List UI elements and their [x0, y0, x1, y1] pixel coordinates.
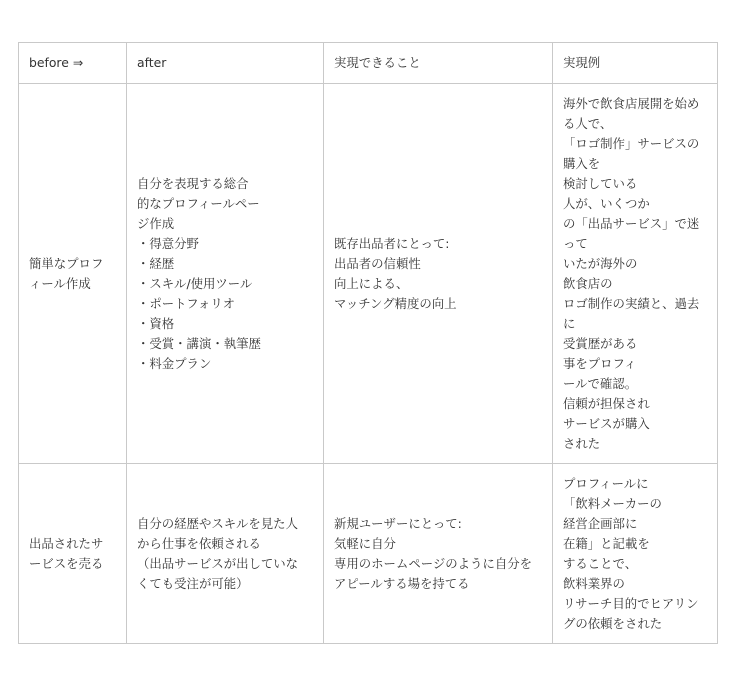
text-line: ・資格	[137, 315, 175, 331]
text-line: 信頼が担保され	[563, 395, 650, 411]
header-example: 実現例	[553, 43, 718, 84]
text-line: ・得意分野	[137, 235, 199, 251]
cell-before	[19, 84, 127, 464]
cell-after	[127, 464, 324, 644]
text-line: 事をプロフィ	[563, 355, 637, 371]
text-line: 自分を表現する総合	[137, 175, 249, 191]
text-line: マッチング精度の向上	[334, 295, 457, 311]
text-line: 既存出品者にとって:	[334, 235, 450, 251]
text-line: 的なプロフィールペー	[137, 195, 260, 211]
text-line: 経営企画部に	[563, 515, 638, 531]
text-line: 気軽に自分	[334, 535, 396, 551]
text-line: 向上による、	[334, 275, 409, 291]
text-line: ロゴ制作の実績と、過去	[563, 295, 700, 311]
text-line: から仕事を依頼される	[137, 535, 261, 551]
text-line: 飲食店の	[563, 275, 613, 291]
table-row	[19, 464, 718, 644]
table-row	[19, 84, 718, 464]
text-line: 海外で飲食店展開を始め	[563, 95, 700, 111]
table-header-row	[19, 43, 718, 84]
text-line: ・ポートフォリオ	[137, 295, 236, 311]
text-line: の「出品サービス」で迷	[563, 215, 700, 231]
text-line: る人で、	[563, 115, 613, 131]
cell-achievable	[324, 464, 553, 644]
text-line: 在籍」と記載を	[563, 535, 650, 551]
text-line: 専用のホームページのように自分を	[334, 555, 533, 571]
text-line: 受賞歴がある	[563, 335, 638, 351]
text-line: って	[563, 235, 588, 251]
comparison-table	[18, 42, 718, 644]
text-line: 「ロゴ制作」サービスの	[563, 135, 700, 151]
text-line: グの依頼をされた	[563, 615, 663, 631]
text-line: 「飲料メーカーの	[563, 495, 662, 511]
text-line: ービスを売る	[29, 555, 104, 571]
text-line: 購入を	[563, 155, 601, 171]
text-line: ・経歴	[137, 255, 175, 271]
text-line: プロフィールに	[563, 475, 649, 491]
text-line: リサーチ目的でヒアリン	[563, 595, 699, 611]
text-line: 出品されたサ	[29, 535, 104, 551]
text-line: 飲料業界の	[563, 575, 625, 591]
cell-achievable	[324, 84, 553, 464]
text-line: サービスが購入	[563, 415, 650, 431]
text-line: 検討している	[563, 175, 638, 191]
text-line: ールで確認。	[563, 375, 638, 391]
text-line: ジ作成	[137, 215, 175, 231]
text-line: いたが海外の	[563, 255, 638, 271]
text-line: くても受注が可能）	[137, 575, 249, 591]
text-line: 新規ユーザーにとって:	[334, 515, 462, 531]
text-line: された	[563, 435, 601, 451]
header-after: after	[127, 43, 324, 84]
header-before: before ⇒	[19, 43, 127, 84]
text-line: 出品者の信頼性	[334, 255, 421, 271]
cell-after	[127, 84, 324, 464]
text-line: ィール作成	[29, 275, 91, 291]
text-line: ・スキル/使用ツール	[137, 275, 253, 291]
text-line: することで、	[563, 555, 638, 571]
text-line: ・受賞・講演・執筆歴	[137, 335, 261, 351]
text-line: アピールする場を持てる	[334, 575, 470, 591]
cell-example	[553, 84, 718, 464]
text-line: 人が、いくつか	[563, 195, 650, 211]
cell-example	[553, 464, 718, 644]
cell-before	[19, 464, 127, 644]
text-line: に	[563, 315, 576, 331]
text-line: 自分の経歴やスキルを見た人	[137, 515, 298, 531]
header-achievable: 実現できること	[324, 43, 553, 84]
text-line: ・料金プラン	[137, 355, 212, 371]
text-line: （出品サービスが出していな	[137, 555, 299, 571]
text-line: 簡単なプロフ	[29, 255, 104, 271]
